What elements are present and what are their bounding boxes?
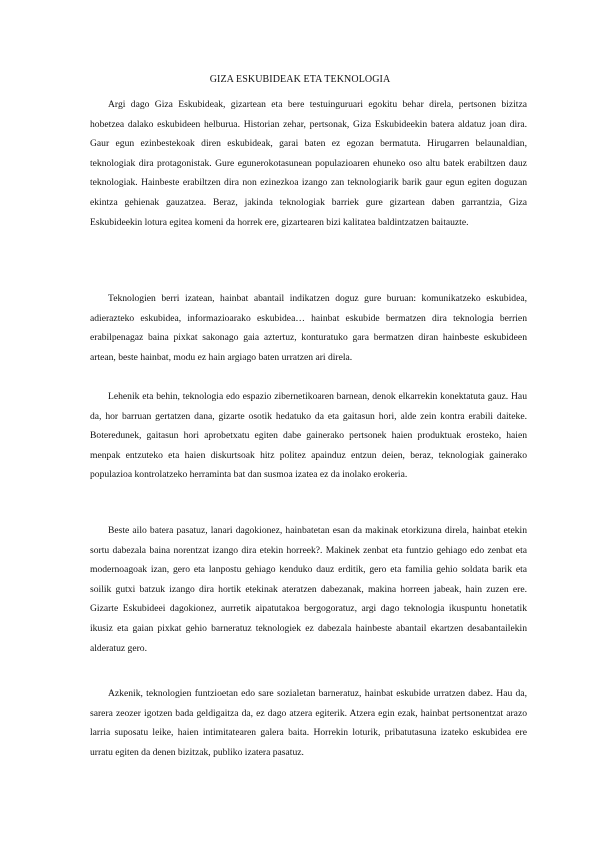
paragraph-4: Beste ailo batera pasatuz, lanari dagokionez, hainbatetan esan da makinak etorkizuna direla, hainbat etekin sortu dabezala baina norentzat izango dira etekin horreek?. Makinek zenbat eta funtzio gehiago edo zenbat eta modernoagoak izan, gero eta lanpostu gehiago kenduko dauz erditik, gero eta familia gehio soldata barik eta soilik gutxi batzuk izango dira hortik etekinak ateratzen dabezanak, makina horreen jabeak, hain zuzen ere. Gizarte Eskubideei dagokionez, aurretik aipatutakoa bergogoratuz, argi dago teknologia ikuspuntu honetatik ikusiz eta gaian pixkat gehio barneratuz teknologiek ez dabezala hainbeste abantail ekartzen desabantailekin alderatuz gero.: [90, 525, 527, 654]
paragraph-2: Teknologien berri izatean, hainbat abantail indikatzen doguz gure buruan: komunikatzeko eskubidea, adierazteko eskubidea, informazioarako eskubidea… hainbat eskubide bermatzen dira teknologia berrien erabilpenagaz baina pixkat sakonago gaia aztertuz, konturatuko gara bermatzen diran hainbeste eskubideen artean, beste hainbat, modu ez hain argiago baten urratzen ari direla.: [90, 293, 527, 363]
document-title: GIZA ESKUBIDEAK ETA TEKNOLOGIA: [209, 74, 391, 85]
paragraph-5: Azkenik, teknologien funtzioetan edo sare sozialetan barneratuz, hainbat eskubide urratzen dabez. Hau da, sarera zeozer igotzen bada geldigaitza da, ez dago atzera egiterik. Atzera egin ezak, hainbat pertsonentzat arazo larria suposatu leike, haien intimitatearen galera baita. Horrekin loturik, pribatutasuna izateko eskubidea ere urratu egiten da denen bizitzak, publiko izatera pasatuz.: [90, 688, 527, 758]
paragraph-3: Lehenik eta behin, teknologia edo espazio zibernetikoaren barnean, denok elkarrekin konektatuta gauz. Hau da, hor barruan gertatzen dana, gizarte osotik hedatuko da eta gaitasun hori, alde zein kontra erabili daiteke. Boteredunek, gaitasun hori aprobetxatu egiten dabe gainerako pertsonek haien produktuak erosteko, haien menpak entzuteko eta haien diskurtsoak hitz politez apainduz entzun deien, beraz, teknologiak gainerako populazioa kontrolatzeko herraminta bat dan susmoa izatea ez da inolako erokeria.: [90, 391, 527, 481]
paragraph-1: Argi dago Giza Eskubideak, gizartean eta bere testuinguruari egokitu behar direla, pertsonen bizitza hobetzea dalako eskubideen helburua. Historian zehar, pertsonak, Giza Eskubideekin batera aldatuz joan dira. Gaur egun ezinbestekoak diren eskubideak, garai baten ez egozan bermatuta. Hirugarren belaunaldian, teknologiak dira protagonistak. Gure egunerokotasunean populazioaren ehuneko oso altu batek erabiltzen dauz teknologiak. Hainbeste erabiltzen dira non ezinezkoa izango zan teknologiarik barik gaur egun egiten doguzan ekintza gehienak gauzatzea. Beraz, jakinda teknologiak barriek gure gizartean daben garrantzia, Giza Eskubideekin lotura egitea komeni da horrek ere, gizartearen bizi kalitatea baldintzatzen baitauzte.: [90, 99, 527, 228]
